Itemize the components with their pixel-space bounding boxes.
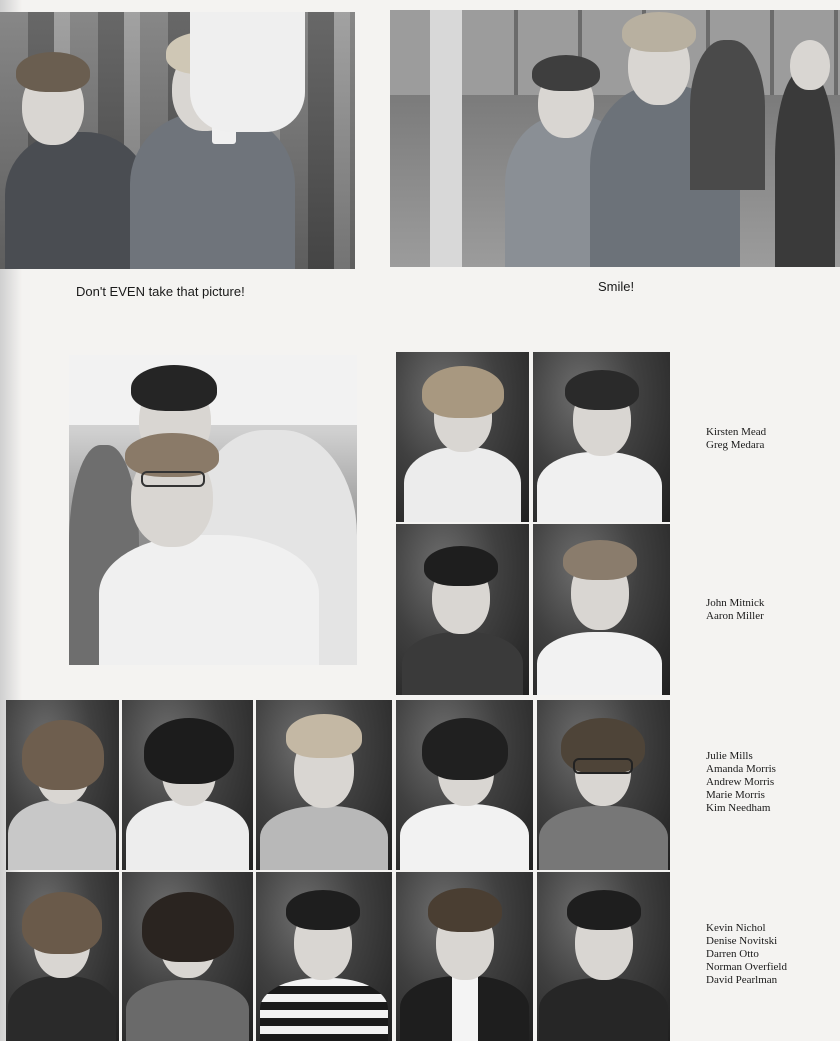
student-name: Aaron Miller [706, 610, 764, 622]
portrait-norman-overfield [396, 872, 533, 1041]
student-name: Norman Overfield [706, 961, 787, 973]
portrait-greg-medara [533, 352, 670, 522]
candid-photo-student-with-glasses [69, 355, 357, 665]
student-name: Andrew Morris [706, 776, 775, 788]
candid-photo-students-hallway [390, 10, 840, 267]
student-name: Marie Morris [706, 789, 765, 801]
student-name: Kevin Nichol [706, 922, 766, 934]
portrait-darren-otto [256, 872, 392, 1041]
portrait-denise-novitski [122, 872, 253, 1041]
candid-photo-two-students-jean-jackets [0, 12, 355, 269]
student-name: Kirsten Mead [706, 426, 767, 438]
student-name: Amanda Morris [706, 763, 776, 775]
student-name: David Pearlman [706, 974, 778, 986]
name-list-row-2 [706, 597, 764, 623]
portrait-amanda-morris [122, 700, 253, 870]
portrait-john-mitnick [396, 524, 529, 695]
portrait-julie-mills [6, 700, 119, 870]
student-name: Darren Otto [706, 948, 759, 960]
student-name: Julie Mills [706, 750, 753, 762]
student-name: Kim Needham [706, 802, 771, 814]
portrait-andrew-morris [256, 700, 392, 870]
name-list-row-4 [706, 922, 787, 987]
name-list-row-3 [706, 750, 776, 815]
caption-left-photo: Don't EVEN take that picture! [76, 284, 245, 299]
portrait-kevin-nichol [6, 872, 119, 1041]
name-list-row-1 [706, 426, 766, 452]
portrait-david-pearlman [537, 872, 670, 1041]
student-name: Greg Medara [706, 439, 765, 451]
portrait-kirsten-mead [396, 352, 529, 522]
portrait-marie-morris [396, 700, 533, 870]
student-name: Denise Novitski [706, 935, 778, 947]
caption-right-photo: Smile! [598, 279, 635, 294]
portrait-aaron-miller [533, 524, 670, 695]
portrait-kim-needham [537, 700, 670, 870]
student-name: John Mitnick [706, 597, 765, 609]
